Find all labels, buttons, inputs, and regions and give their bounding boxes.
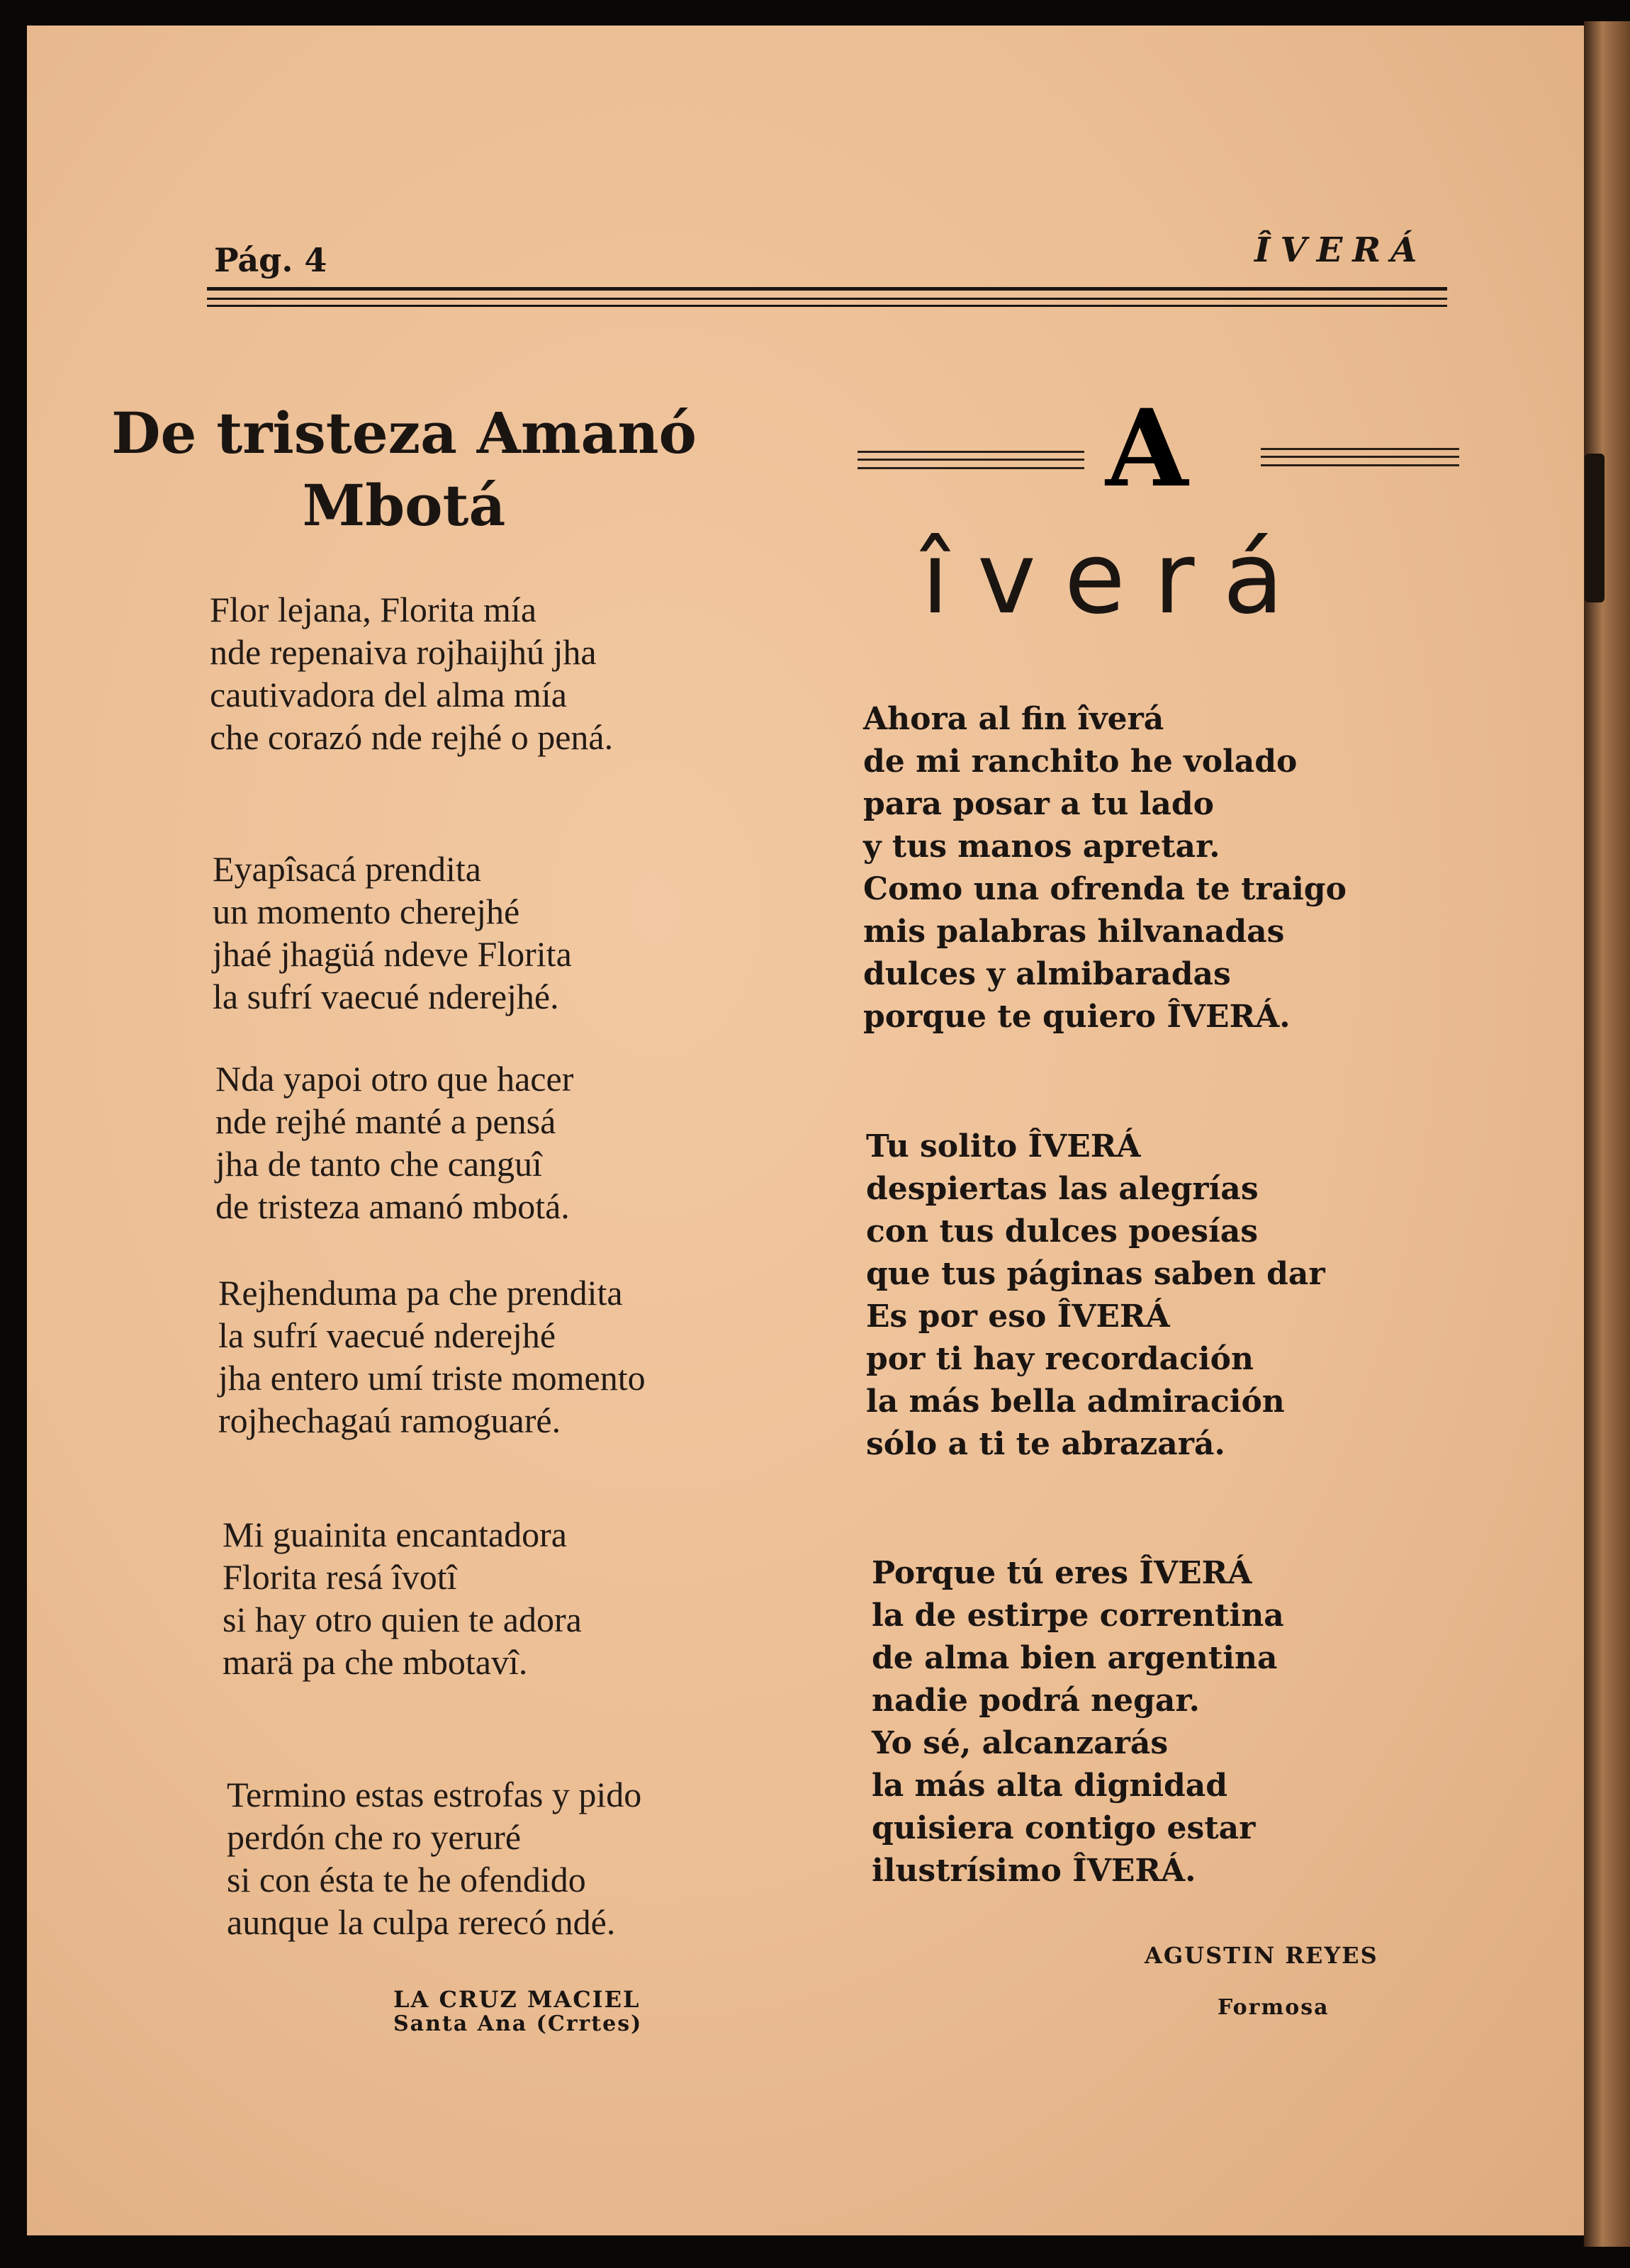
stanza (213, 848, 572, 1018)
stanza (227, 1773, 641, 1943)
verse-line: Mi guainita encantadora (223, 1515, 567, 1554)
binding-clip (1585, 454, 1604, 602)
right-title-a: A (1106, 386, 1188, 511)
verse-line: la sufrí vaecué nderejhé. (213, 977, 559, 1016)
verse-line: Flor lejana, Florita mía (210, 590, 537, 629)
verse-line: de alma bien argentina (872, 1640, 1278, 1676)
page-number: Pág. 4 (214, 241, 327, 279)
verse-line: de tristeza amanó mbotá. (215, 1186, 570, 1226)
stanza (210, 588, 613, 758)
verse-line: la más bella admiración (866, 1383, 1285, 1420)
verse-line: Nda yapoi otro que hacer (215, 1059, 574, 1099)
verse-line: la sufrí vaecué nderejhé (218, 1315, 556, 1355)
verse-line: cautivadora del alma mía (210, 675, 567, 714)
verse-line: un momento cherejhé (213, 892, 520, 931)
stanza (866, 1125, 1325, 1466)
stanza (218, 1271, 646, 1442)
verse-line: perdón che ro yeruré (227, 1817, 522, 1857)
binding-spine (1584, 21, 1630, 2247)
verse-line: dulces y almibaradas (863, 956, 1231, 992)
verse-line: Florita resá îvotî (223, 1557, 457, 1597)
verse-line: Termino estas estrofas y pido (227, 1775, 642, 1814)
right-location: Formosa (1218, 1995, 1330, 2020)
verse-line: porque te quiero ÎVERÁ. (863, 999, 1291, 1035)
verse-line: Ahora al fin îverá (863, 701, 1164, 737)
header-rule (207, 298, 1447, 300)
left-poem-title (0, 397, 808, 541)
magazine-name: ÎVERÁ (1254, 230, 1427, 270)
verse-line: sólo a ti te abrazará. (866, 1426, 1225, 1462)
verse-line: Es por eso ÎVERÁ (866, 1298, 1170, 1335)
verse-line: la de estirpe correntina (872, 1598, 1284, 1634)
verse-line: con tus dulces poesías (866, 1213, 1259, 1250)
stanza (215, 1057, 573, 1228)
decorative-lines (1261, 448, 1459, 466)
verse-line: nde repenaiva rojhaijhú jha (210, 632, 597, 672)
verse-line: por ti hay recordación (866, 1341, 1254, 1377)
verse-line: Yo sé, alcanzarás (872, 1725, 1169, 1761)
verse-line: jhaé jhagüá ndeve Florita (213, 934, 572, 974)
verse-line: si con ésta te he ofendido (227, 1860, 586, 1899)
decorative-lines (858, 451, 1084, 469)
verse-line: Eyapîsacá prendita (213, 849, 481, 889)
verse-line: nde rejhé manté a pensá (215, 1101, 556, 1141)
stanza (872, 1552, 1284, 1892)
verse-line: quisiera contigo estar (872, 1810, 1256, 1846)
right-author: AGUSTIN REYES (1145, 1942, 1378, 1969)
left-location: Santa Ana (Crrtes) (393, 2011, 643, 2036)
verse-line: marä pa che mbotavî. (223, 1642, 528, 1682)
verse-line: despiertas las alegrías (866, 1171, 1259, 1207)
verse-line: aunque la culpa rerecó ndé. (227, 1902, 616, 1942)
verse-line: rojhechagaú ramoguaré. (218, 1400, 561, 1440)
verse-line: para posar a tu lado (863, 786, 1214, 822)
verse-line: si hay otro quien te adora (223, 1600, 582, 1639)
verse-line: Rejhenduma pa che prendita (218, 1273, 623, 1313)
verse-line: che corazó nde rejhé o pená. (210, 717, 614, 757)
stanza (223, 1513, 582, 1683)
title-line: Mbotá (302, 472, 506, 539)
verse-line: mis palabras hilvanadas (863, 914, 1285, 950)
right-title-ivera: îverá (921, 521, 1313, 636)
verse-line: jha de tanto che canguî (215, 1144, 542, 1184)
verse-line: y tus manos apretar. (863, 829, 1220, 865)
verse-line: ilustrísimo ÎVERÁ. (872, 1853, 1196, 1889)
verse-line: Como una ofrenda te traigo (863, 871, 1347, 907)
stanza (863, 698, 1347, 1038)
verse-line: de mi ranchito he volado (863, 743, 1298, 780)
header-rule (207, 287, 1447, 291)
title-line: De tristeza Amanó (111, 400, 697, 466)
header-rule (207, 305, 1447, 307)
verse-line: nadie podrá negar. (872, 1683, 1200, 1719)
verse-line: Tu solito ÎVERÁ (866, 1128, 1141, 1164)
verse-line: jha entero umí triste momento (218, 1358, 646, 1398)
verse-line: la más alta dignidad (872, 1768, 1228, 1804)
verse-line: que tus páginas saben dar (866, 1256, 1325, 1292)
left-author: LA CRUZ MACIEL (393, 1986, 641, 2013)
verse-line: Porque tú eres ÎVERÁ (872, 1555, 1252, 1591)
